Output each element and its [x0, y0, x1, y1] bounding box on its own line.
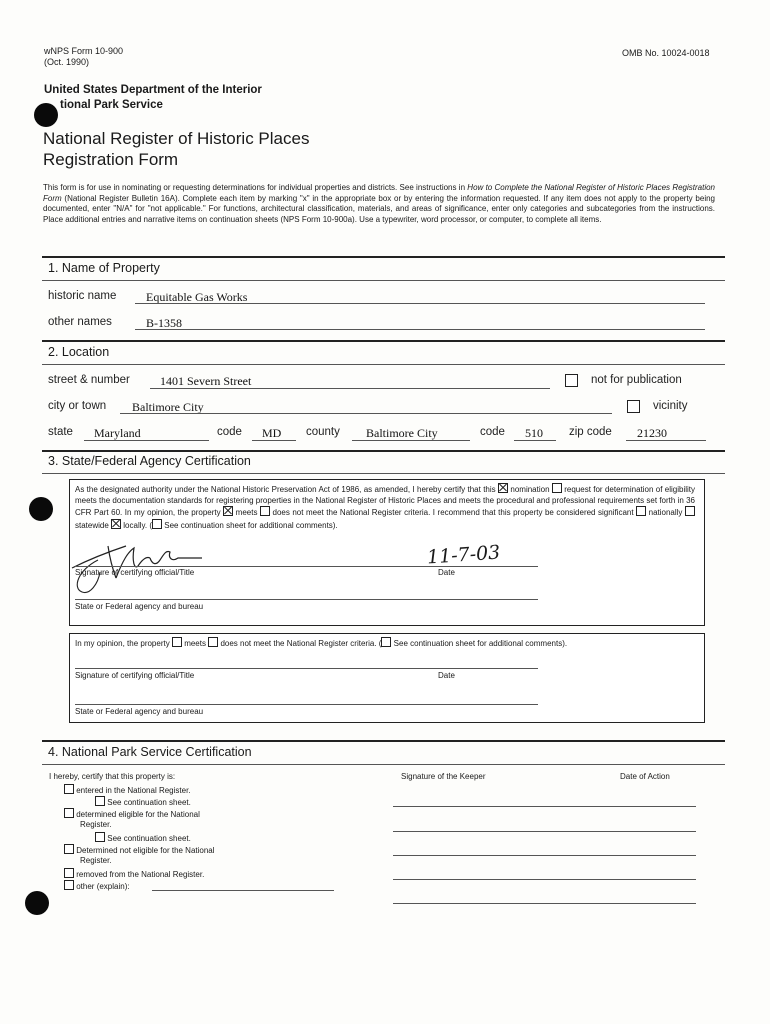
department: United States Department of the Interior [44, 84, 262, 96]
page-subtitle: Registration Form [43, 150, 179, 169]
option-not-eligible-cont: Register. [80, 856, 112, 865]
date-label-2: Date [438, 671, 455, 680]
keeper-signature-label: Signature of the Keeper [401, 772, 486, 781]
street-label: street & number [48, 374, 130, 386]
county-code-field[interactable]: 510 [525, 426, 543, 440]
city-field[interactable]: Baltimore City [132, 400, 204, 414]
date-label: Date [438, 568, 455, 577]
statewide-checkbox[interactable] [685, 506, 695, 516]
historic-name-field[interactable]: Equitable Gas Works [146, 290, 248, 304]
request-checkbox[interactable] [552, 483, 562, 493]
keeper-line-2[interactable] [393, 831, 696, 832]
city-label: city or town [48, 400, 107, 412]
section-1-title: 1. Name of Property [48, 261, 160, 275]
service: tional Park Service [60, 99, 163, 111]
opinion-text: In my opinion, the property meets does not meet the National Register criteria. ( See continuation sheet for additional comments). [75, 639, 568, 648]
zip-code-label: zip code [569, 426, 612, 438]
vicinity-label: vicinity [653, 400, 688, 412]
date-of-action-label: Date of Action [620, 772, 670, 781]
punch-hole-top [34, 103, 58, 127]
punch-hole-middle [29, 497, 53, 521]
continuation-checkbox[interactable] [152, 519, 162, 529]
certify-statement: I hereby, certify that this property is: [49, 772, 176, 781]
other-names-label: other names [48, 316, 112, 328]
option-removed[interactable]: removed from the National Register. [64, 868, 204, 881]
signature-label: Signature of certifying official/Title [75, 568, 195, 577]
option-see-cont-2[interactable]: See continuation sheet. [95, 832, 191, 845]
option-other[interactable]: other (explain): [64, 880, 130, 893]
form-number: wNPS Form 10-900 [44, 46, 124, 56]
omb-number: OMB No. 10024-0018 [622, 48, 710, 58]
keeper-line-1[interactable] [393, 806, 696, 807]
page-title: National Register of Historic Places [43, 129, 310, 148]
not-for-publication-label: not for publication [591, 374, 682, 386]
vicinity-checkbox[interactable] [627, 400, 640, 413]
eligible-checkbox[interactable] [64, 808, 74, 818]
county-label: county [306, 426, 340, 438]
locally-checkbox[interactable] [111, 519, 121, 529]
state-code-label: code [217, 426, 242, 438]
street-field[interactable]: 1401 Severn Street [160, 374, 252, 388]
state-label: state [48, 426, 73, 438]
see-continuation-checkbox-2[interactable] [95, 832, 105, 842]
county-field[interactable]: Baltimore City [366, 426, 438, 440]
section-3-title: 3. State/Federal Agency Certification [48, 454, 251, 468]
form-date: (Oct. 1990) [44, 57, 90, 67]
see-continuation-checkbox-1[interactable] [95, 796, 105, 806]
section-2-title: 2. Location [48, 345, 110, 359]
state-code-field[interactable]: MD [262, 426, 282, 440]
nationally-checkbox[interactable] [636, 506, 646, 516]
certification-box [69, 479, 705, 626]
does-not-meet-checkbox[interactable] [260, 506, 270, 516]
not-eligible-checkbox[interactable] [64, 844, 74, 854]
nomination-checkbox[interactable] [498, 483, 508, 493]
keeper-line-4[interactable] [393, 879, 696, 880]
signature-date: 11-7-03 [426, 541, 501, 569]
opinion-box [69, 633, 705, 723]
agency-label: State or Federal agency and bureau [75, 602, 204, 611]
opinion-does-not-meet-checkbox[interactable] [208, 637, 218, 647]
entered-checkbox[interactable] [64, 784, 74, 794]
agency-label-2: State or Federal agency and bureau [75, 707, 204, 716]
not-for-publication-checkbox[interactable] [565, 374, 578, 387]
option-not-eligible[interactable]: Determined not eligible for the National [64, 844, 215, 857]
intro-instructions: This form is for use in nominating or requesting determinations for individual properties and districts. See instructions in How to Complete the National Register of Historic Places Registration Form (National Register Bulletin 16A). Complete each item by marking "x" in the appropriate box or by entering the information requested. If any item does not apply to the property being documented, enter "N/A" for "not applicable." For functions, architectural classification, materials, and areas of significance, enter only categories and subcategories from the instructions. Place additional entries and narrative items on continuation sheets (NPS Form 10-900a). Use a typewriter, word processor, or computer, to complete all items. [43, 183, 716, 224]
keeper-line-3[interactable] [393, 855, 696, 856]
option-entered[interactable]: entered in the National Register. [64, 784, 191, 797]
option-eligible[interactable]: determined eligible for the National [64, 808, 200, 821]
other-explain-line[interactable] [152, 890, 334, 891]
removed-checkbox[interactable] [64, 868, 74, 878]
opinion-meets-checkbox[interactable] [172, 637, 182, 647]
opinion-continuation-checkbox[interactable] [381, 637, 391, 647]
section-4-title: 4. National Park Service Certification [48, 745, 252, 759]
county-code-label: code [480, 426, 505, 438]
punch-hole-bottom [25, 891, 49, 915]
certification-text: As the designated authority under the National Historic Preservation Act of 1986, as amended, I hereby certify that this nomination request for determination of eligibility meets the documentation standards for registering properties in the National Register of Historic Places and meets the procedural and professional requirements set forth in 36 CFR Part 60. In my opinion, the property meets does not meet the National Register criteria. I recommend that this property be considered significant nationally statewide locally. ( See continuation sheet for additional comments). [75, 485, 696, 530]
other-names-field[interactable]: B-1358 [146, 316, 182, 330]
zip-code-field[interactable]: 21230 [637, 426, 667, 440]
state-field[interactable]: Maryland [94, 426, 141, 440]
signature-label-2: Signature of certifying official/Title [75, 671, 195, 680]
meets-checkbox[interactable] [223, 506, 233, 516]
other-checkbox[interactable] [64, 880, 74, 890]
keeper-line-5[interactable] [393, 903, 696, 904]
option-see-cont-1[interactable]: See continuation sheet. [95, 796, 191, 809]
historic-name-label: historic name [48, 290, 117, 302]
option-eligible-cont: Register. [80, 820, 112, 829]
